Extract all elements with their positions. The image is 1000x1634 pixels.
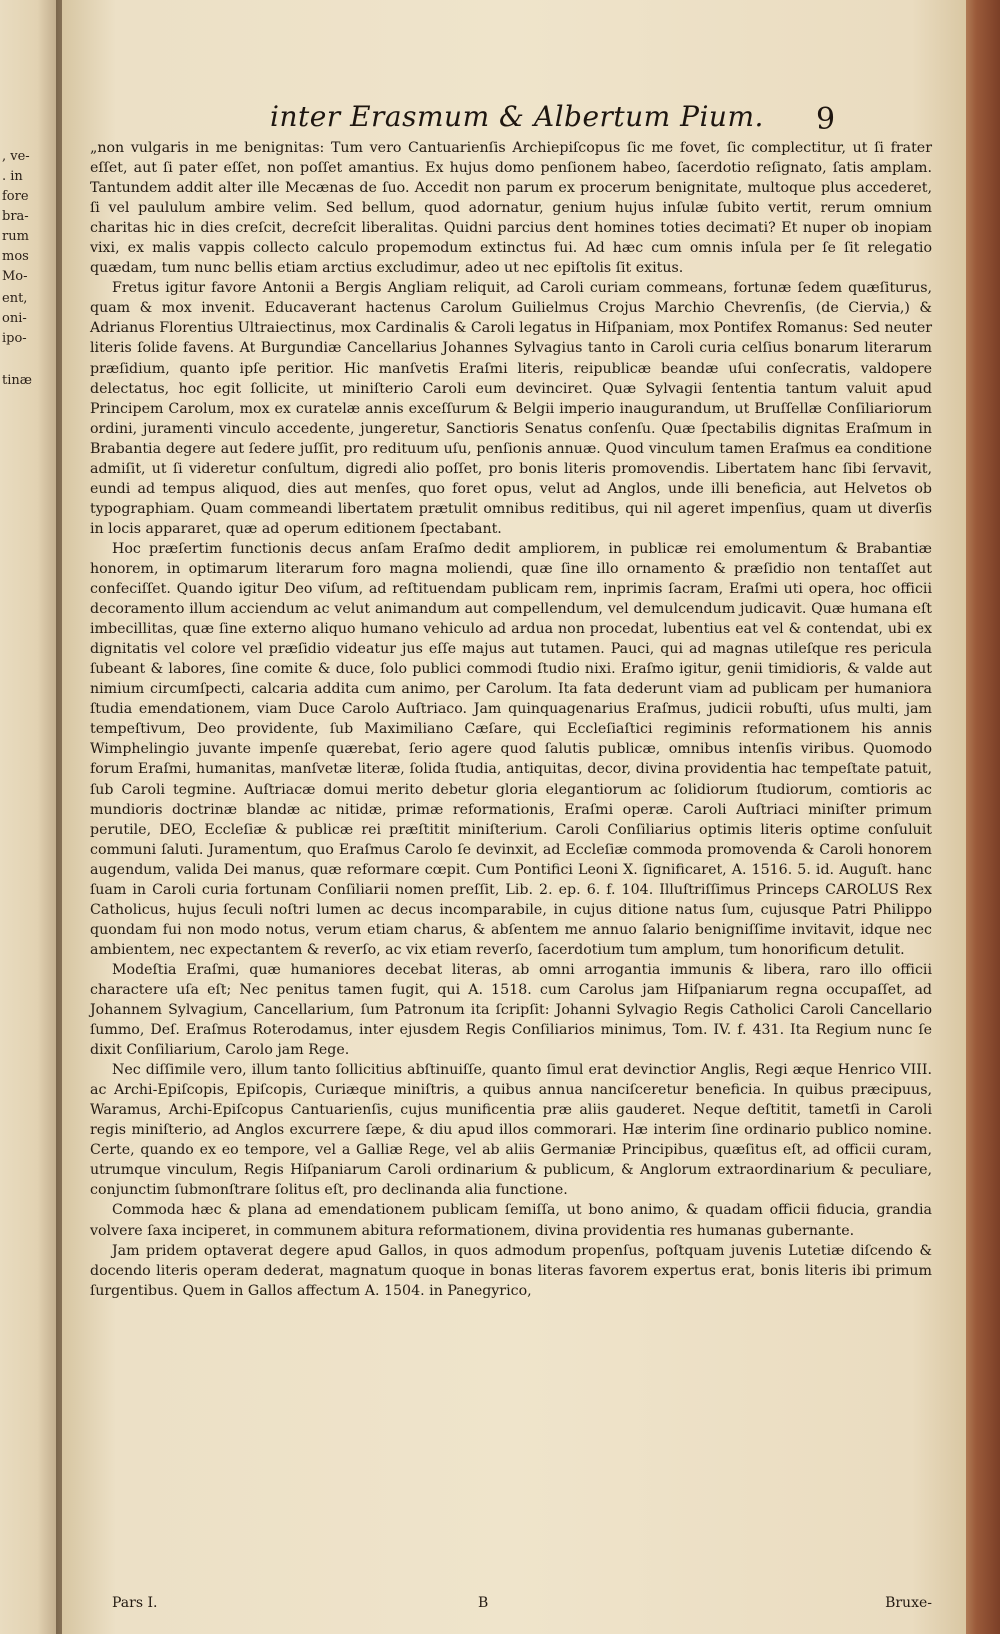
margin-fragment: ipo-: [2, 331, 27, 346]
paragraph: Modeſtia Eraſmi, quæ humaniores decebat literas, ab omni arrogantia immunis & libera, raro illo officii charactere uſa eſt; Nec penitus tamen fugit, qui A. 1518. cum Carolus jam Hiſpaniarum regna occupaſſet, ad Johannem Sylvagium, Cancellarium, ſum Patronum ita ſcripſit: Johanni Sylvagio Regis Catholici Caroli Cancellario ſummo, Deſ. Eraſmus Roterodamus, inter ejusdem Regis Conſiliarios minimus, Tom. IV. f. 431. Ita Regium nunc ſe dixit Conſiliarium, Carolo jam Rege.: [90, 961, 932, 1059]
paragraph: „non vulgaris in me benignitas: Tum vero Cantuarienſis Archiepiſcopus ſic me fovet, ſic complectitur, ut ſi frater eſſet, aut ſi pater eſſet, non poſſet amantius. Ex hujus domo penſionem habeo, ſacerdotio reſignato, ſatis amplam. Tantundem addit alter ille Mecænas de ſuo. Accedit non parum ex procerum benignitate, multoque plus accederet, ſi vel paululum ambire velim. Sed bellum, quod adornatur, genium hujus inſulæ ſubito vertit, rerum omnium charitas hic in dies creſcit, decreſcit liberalitas. Quidni parcius dent homines toties decimati? Et nuper ob inopiam vixi, ex malis vappis collecto calculo propemodum extinctus fui. Ad hæc cum omnis inſula per ſe ſit relegatio quædam, tum nunc bellis etiam arctius excludimur, adeo ut nec epiſtolis ſit exitus.: [90, 140, 932, 277]
paragraph: Commoda hæc & plana ad emendationem publicam ſemiſſa, ut bono animo, & quadam officii fiducia, grandia volvere ſaxa inciperet, in communem abitura reformationem, divina providentia res humanas gubernante.: [90, 1202, 932, 1239]
paragraph: Hoc præſertim functionis decus anſam Eraſmo dedit ampliorem, in publicæ rei emolumentum & Brabantiæ honorem, in optimarum literarum foro magna moliendi, quæ ſine illo ornamento & præſidio non tentaſſet aut confeciſſet. Quando igitur Deo viſum, ad reſtituendam publicam rem, inprimis ſacram, Eraſmi uti opera, hoc officii decoramento illum acciendum ac velut animandum aut compellendum, vel demulcendum judicavit. Quæ humana eſt imbecillitas, quæ ſine externo aliquo humano vehiculo ad ardua non procedat, lubentius eat vel & contendat, ubi ex dignitatis vel colore vel præſidio videatur jus eſſe majus aut tutamen. Pauci, qui ad magnas utileſque res pericula ſubeant & labores, ſine comite & duce, ſolo publici commodi ſtudio nixi. Eraſmo igitur, genii timidioris, & valde aut nimium circumſpecti, calcaria addita cum animo, per Carolum. Ita fata dederunt viam ad publicam per humaniora ſtudia emendationem, viam Duce Carolo Auſtriaco. Jam quinquagenarius Eraſmus, judicii robuſti, uſus multi, jam tempeſtivum, Deo providente, ſub Maximiliano Cæſare, qui Eccleſiaſtici regiminis reformationem his annis Wimphelingio juvante impenſe quærebat, ſerio agere quod ſalutis publicæ, omnibus intenſis viribus. Quomodo forum Eraſmi, humanitas, manſvetæ literæ, ſolida ſtudia, antiquitas, decor, divina providentia hac tempeſtate patuit, ſub Caroli tegmine. Auſtriacæ domui merito debetur gloria elegantiorum ac ſolidiorum ſtudiorum, comtioris ac mundioris doctrinæ blandæ ac nitidæ, primæ reformationis, Eraſmi operæ. Caroli Auſtriaci miniſter primum perutile, DEO, Eccleſiæ & publicæ rei præſtitit miniſterium. Caroli Conſiliarius optimis literis optime conſuluit communi ſaluti. Juramentum, quo Eraſmus Carolo ſe devinxit, ad Eccleſiæ commoda promovenda & Caroli honorem augendum, valida Dei manus, quæ reformare cœpit. Cum Pontifici Leoni X. ſignificaret, A. 1516. 5. id. Auguſt. hanc ſuam in Caroli curia fortunam Conſiliarii nomen preſſit, Lib. 2. ep. 6. f. 104. Illuſtriſſimus Princeps CAROLUS Rex Catholicus, hujus ſeculi noſtri lumen ac decus incomparabile, in cujus ditione natus ſum, cujusque Patri Philippo quondam fui non modo notus, verum etiam charus, & abſentem me annuo ſalario benigniſſime invitavit, idque nec ambientem, nec expectantem & reverſo, ac vix etiam reverſo, ſacerdotium tum amplum, tum honorificum detulit.: [90, 540, 932, 958]
running-title: inter Erasmum & Albertum Pium.: [270, 100, 764, 133]
paragraph: Jam pridem optaverat degere apud Gallos, in quos admodum propenſus, poſtquam juvenis Lutetiæ diſcendo & docendo literis operam dederat, magnatum quoque in bonas literas favorem expertus erat, bonis literis ibi primum ſurgentibus. Quem in Gallos affectum A. 1504. in Panegyrico,: [90, 1242, 932, 1299]
catchword: Bruxe-: [885, 1595, 932, 1611]
margin-fragment: Mo-: [2, 269, 28, 284]
margin-fragment: , ve-: [2, 149, 30, 164]
margin-fragment: rum: [2, 229, 29, 244]
margin-fragment: . in: [2, 169, 23, 184]
paragraph: Nec diſſimile vero, illum tanto ſollicitius abſtinuiſſe, quanto ſimul erat devinctior Anglis, Regi æque Henrico VIII. ac Archi-Epiſcopis, Epiſcopis, Curiæque miniſtris, a quibus annua nanciſceretur beneficia. In quibus præcipuus, Waramus, Archi-Epiſcopus Cantuarienſis, cujus munificentia præ aliis gauderet. Neque deſtitit, tametſi in Caroli regis miniſterio, ad Anglos excurrere ſæpe, & diu apud illos commorari. Hæ interim ſine ordinario publico nomine. Certe, quando ex eo tempore, vel a Galliæ Rege, vel ab aliis Germaniæ Principibus, quæſitus eſt, ad officii curam, utrumque vinculum, Regis Hiſpaniarum Caroli ordinarium & publicum, & Anglorum extraordinarium & peculiare, conjunctim ſubmonſtrare ſolitus eſt, pro declinanda alia functione.: [90, 1062, 932, 1199]
margin-fragment: bra-: [2, 209, 29, 224]
part-label: Pars I.: [112, 1595, 158, 1611]
page-footer: [90, 1595, 932, 1617]
page-number: 9: [816, 102, 836, 137]
page-body: [90, 138, 932, 1301]
margin-fragment: tinæ: [2, 373, 32, 388]
left-page-edge: [0, 0, 62, 1634]
signature-mark: B: [478, 1595, 489, 1611]
margin-fragment: ent,: [2, 291, 28, 306]
margin-fragment: oni-: [2, 311, 27, 326]
margin-fragment: fore: [2, 189, 29, 204]
paragraph: Fretus igitur favore Antonii a Bergis Angliam reliquit, ad Caroli curiam commeans, fortunæ ſedem quæſiturus, quam & mox invenit. Educaverant hactenus Carolum Guilielmus Crojus Marchio Chevrenſis, (de Ciervia,) & Adrianus Florentius Ultraiectinus, mox Cardinalis & Caroli legatus in Hiſpaniam, mox Pontifex Romanus: Sed neuter literis ſolide favens. At Burgundiæ Cancellarius Johannes Sylvagius tanto in Caroli curia celſius bonarum literarum præſidium, quanto ipſe peritior. Hic manſvetis Eraſmi literis, reipublicæ beandæ uſui conſecratis, valdopere delectatus, hoc egit ſollicite, ut miniſterio Caroli eum devinciret. Quæ Sylvagii ſententia tantum valuit apud Principem Carolum, mox ex curatelæ annis exceſſurum & Belgii imperio inaugurandum, ut Bruſſellæ Conſiliariorum ordini, juramenti vinculo accedente, jungeretur, Sanctioris Senatus conſenſu. Quæ ſpectabilis dignitas Eraſmum in Brabantia degere aut ſedere juſſit, pro redituum uſu, penſionis annuæ. Quod vinculum tamen Eraſmus ea conditione admiſit, ut ſi videretur conſultum, digredi alio poſſet, pro bonis literis promovendis. Libertatem hanc ſibi ſervavit, eundi ad tempus aliquod, dies aut menſes, quo foret opus, velut ad Anglos, unde illi beneficia, aut Helvetos ob typographiam. Quam commeandi libertatem prætulit omnibus reditibus, qui nil ageret impenſius, quam ut diverſis in locis appararet, quæ ad operum editionem ſpectabant.: [90, 280, 932, 537]
margin-fragment: mos: [2, 249, 29, 264]
book-edge: [966, 0, 1000, 1634]
